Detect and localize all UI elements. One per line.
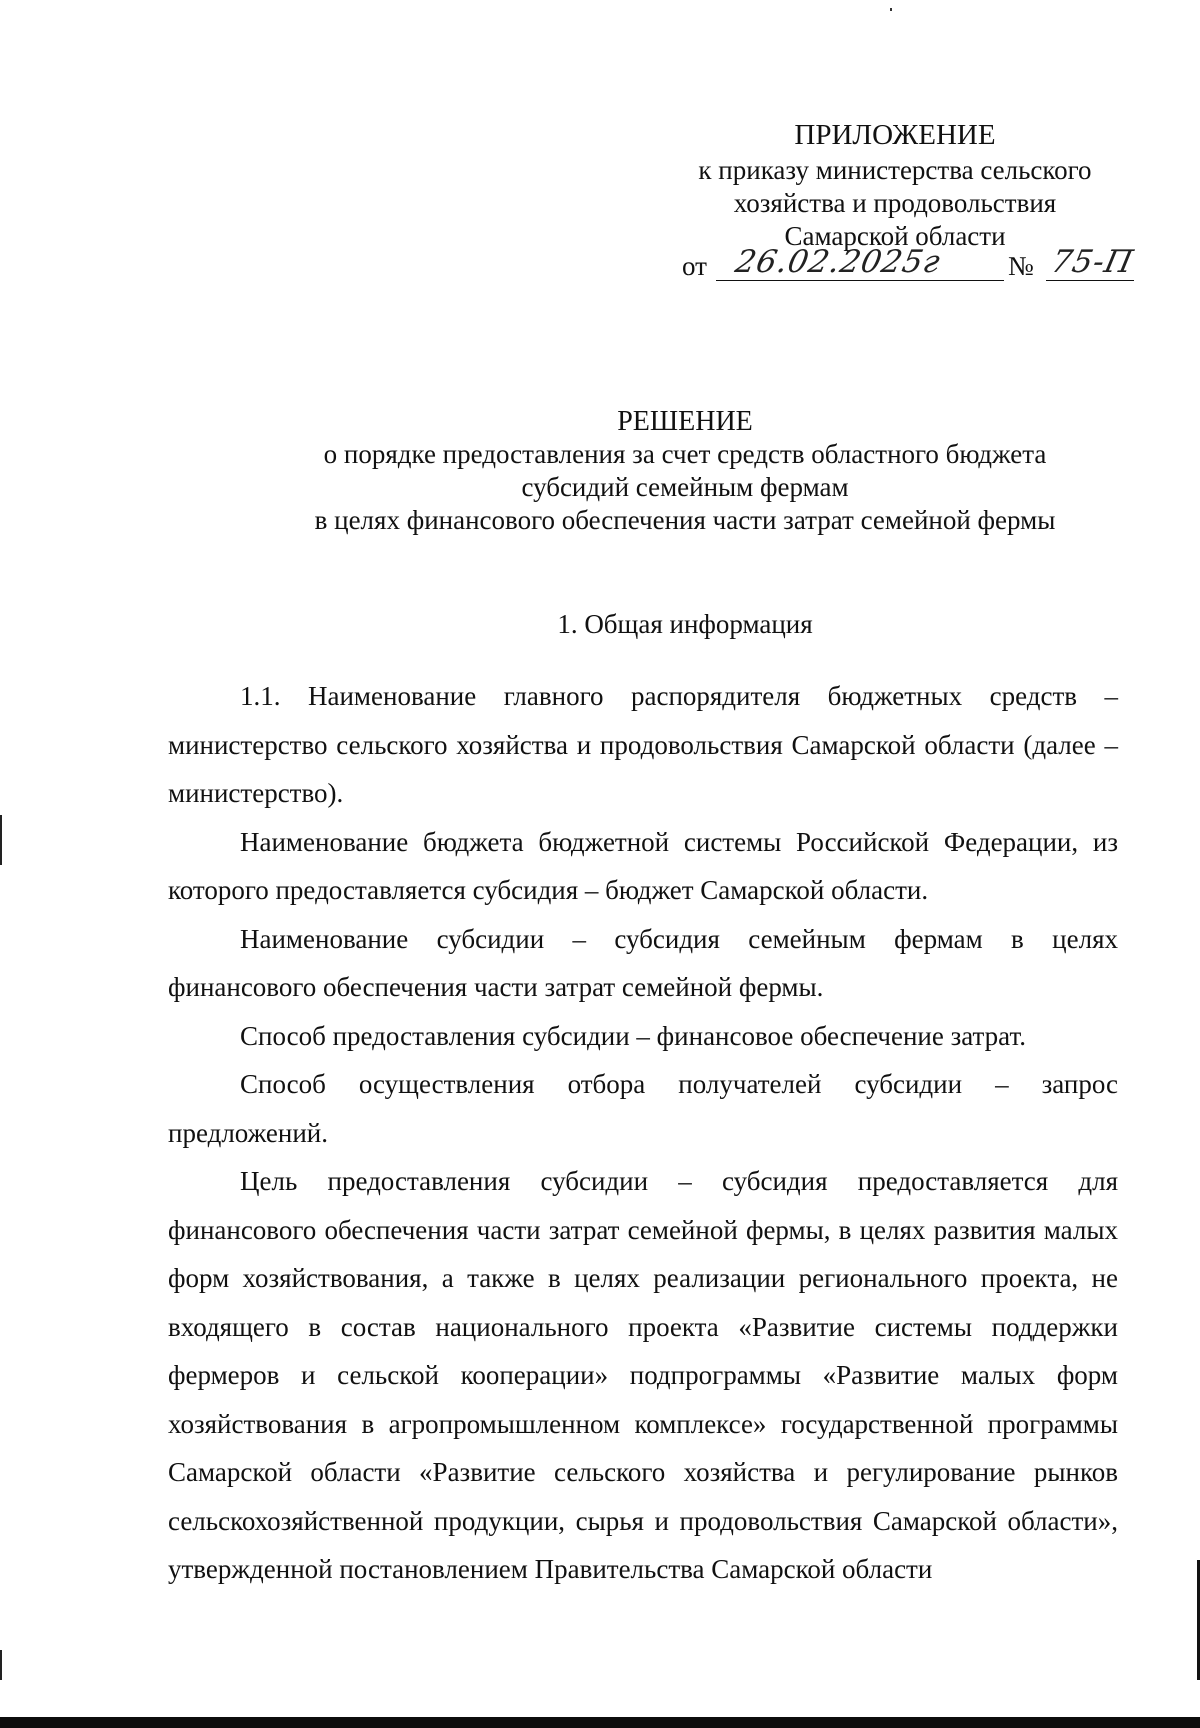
paragraph: Наименование субсидии – субсидия семейным фермам в целях финансового обеспечения части затрат семейной фермы.	[168, 923, 1118, 1002]
paragraph: Наименование бюджета бюджетной системы Российской Федерации, из которого предоставляется субсидия – бюджет Самарской области.	[168, 826, 1118, 905]
scan-bottom-border	[0, 1717, 1200, 1728]
appendix-title: ПРИЛОЖЕНИЕ	[794, 119, 996, 151]
scan-speck	[890, 8, 892, 11]
paragraph: Цель предоставления субсидии – субсидия предоставляется для финансового обеспечения части затрат семейной фермы, в целях развития малых форм хозяйствования, а также в целях реализации регионального проекта, не входящего в состав национального проекта «Развитие системы поддержки фермеров и сельской кооперации» подпрограммы «Развитие малых форм хозяйствования в агропромышленном комплексе» государственной программы Самарской области «Развитие сельского хозяйства и регулирование рынков сельскохозяйственной продукции, сырья и продовольствия Самарской области», утвержденной постановлением Правительства Самарской области	[168, 1166, 1118, 1584]
number-label: №	[1008, 251, 1034, 281]
decision-subtitle-line: субсидий семейным фермам	[521, 472, 849, 502]
decision-title-block	[150, 405, 1200, 537]
number-field	[1046, 244, 1137, 281]
from-label: от	[682, 251, 707, 281]
date-field	[716, 246, 1004, 281]
body-text	[168, 672, 1118, 1594]
decision-subtitle-line: в целях финансового обеспечения части затрат семейной фермы	[314, 505, 1056, 535]
paragraph: 1.1. Наименование главного распорядителя бюджетных средств – министерство сельского хозяйства и продовольствия Самарской области (далее – министерство).	[168, 681, 1118, 808]
decision-subtitle-line: о порядке предоставления за счет средств областного бюджета	[323, 439, 1047, 469]
scan-edge-mark	[0, 1650, 2, 1680]
appendix-line: хозяйства и продовольствия	[733, 188, 1057, 218]
section-heading: 1. Общая информация	[557, 609, 813, 639]
appendix-line: к приказу министерства сельского	[698, 155, 1092, 185]
paragraph: Способ предоставления субсидии – финансовое обеспечение затрат.	[240, 1020, 1026, 1051]
handwritten-date: 26.02.2025г	[732, 244, 944, 280]
order-date-number-line	[682, 246, 1142, 286]
decision-title: РЕШЕНИЕ	[617, 406, 753, 437]
handwritten-number: 75-П	[1048, 244, 1137, 280]
appendix-header	[660, 116, 1130, 253]
scan-edge-mark	[0, 815, 2, 865]
appendix-line: Самарской области	[784, 221, 1006, 251]
paragraph: Способ осуществления отбора получателей субсидии – запрос предложений.	[168, 1069, 1118, 1148]
